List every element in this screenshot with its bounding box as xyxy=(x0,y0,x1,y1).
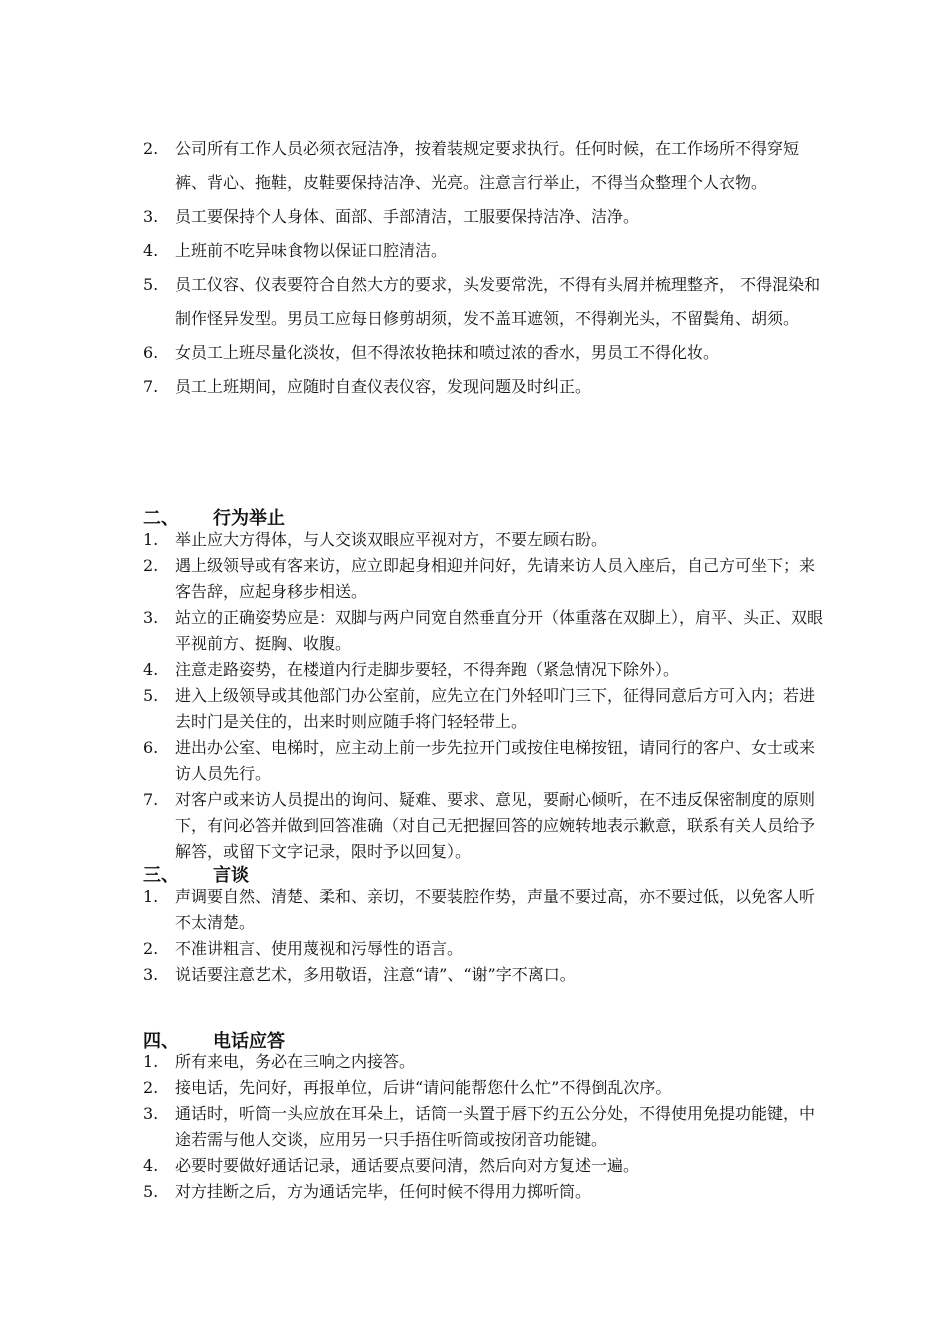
item-number: 4. xyxy=(143,1156,159,1175)
item-text: 站立的正确姿势应是：双脚与两户同宽自然垂直分开（体重落在双脚上），肩平、头正、双眼平视前方、挺胸、收腹。 xyxy=(175,608,824,653)
item-text: 举止应大方得体，与人交谈双眼应平视对方，不要左顾右盼。 xyxy=(175,530,608,549)
item-text: 接电话，先问好，再报单位，后讲“请问能帮您什么忙”不得倒乱次序。 xyxy=(175,1078,672,1097)
section-number: 二、 xyxy=(143,508,179,529)
list-item xyxy=(143,787,823,865)
list-item xyxy=(143,962,823,988)
item-number: 1. xyxy=(143,530,159,549)
list-item xyxy=(143,735,823,787)
item-number: 2. xyxy=(143,139,159,158)
item-number: 3. xyxy=(143,608,159,627)
item-text: 必要时要做好通话记录，通话要点要问清，然后向对方复述一遍。 xyxy=(175,1156,640,1175)
item-text: 遇上级领导或有客来访，应立即起身相迎并问好，先请来访人员入座后，自己方可坐下；来客告辞，应起身移步相送。 xyxy=(175,556,816,601)
item-number: 3. xyxy=(143,207,159,226)
section-title: 言谈 xyxy=(213,865,249,886)
item-number: 7. xyxy=(143,790,159,809)
item-number: 2. xyxy=(143,939,159,958)
item-text: 不准讲粗言、使用蔑视和污辱性的语言。 xyxy=(175,939,464,958)
item-number: 5. xyxy=(143,686,159,705)
item-text: 进入上级领导或其他部门办公室前，应先立在门外轻叩门三下，征得同意后方可入内；若进去时门是关住的，出来时则应随手将门轻轻带上。 xyxy=(175,686,816,731)
list-item xyxy=(143,683,823,735)
item-number: 5. xyxy=(143,1182,159,1201)
item-number: 3. xyxy=(143,965,159,984)
list-item xyxy=(143,234,823,268)
item-number: 1. xyxy=(143,1052,159,1071)
item-number: 7. xyxy=(143,377,159,396)
item-number: 4. xyxy=(143,660,159,679)
list-item xyxy=(143,1153,823,1179)
list-item xyxy=(143,1049,823,1075)
section-number: 三、 xyxy=(143,865,179,886)
speech-list xyxy=(143,884,823,988)
list-item xyxy=(143,553,823,605)
item-number: 2. xyxy=(143,556,159,575)
section-number: 四、 xyxy=(143,1031,179,1052)
item-text: 声调要自然、清楚、柔和、亲切，不要装腔作势，声量不要过高，亦不要过低，以免客人听不太清楚。 xyxy=(175,887,816,932)
item-text: 公司所有工作人员必须衣冠洁净，按着装规定要求执行。任何时候，在工作场所不得穿短裤、背心、拖鞋，皮鞋要保持洁净、光亮。注意言行举止，不得当众整理个人衣物。 xyxy=(175,139,800,192)
list-item xyxy=(143,132,823,200)
item-text: 说话要注意艺术，多用敬语，注意“请”、“谢”字不离口。 xyxy=(175,965,576,984)
item-text: 通话时，听筒一头应放在耳朵上，话筒一头置于唇下约五公分处，不得使用免提功能键，中途若需与他人交谈，应用另一只手捂住听筒或按闭音功能键。 xyxy=(175,1104,816,1149)
list-item xyxy=(143,605,823,657)
list-item xyxy=(143,370,823,404)
list-item xyxy=(143,200,823,234)
item-text: 进出办公室、电梯时，应主动上前一步先拉开门或按住电梯按钮，请同行的客户、女士或来访人员先行。 xyxy=(175,738,816,783)
section-title: 电话应答 xyxy=(213,1031,285,1052)
list-item xyxy=(143,336,823,370)
item-number: 2. xyxy=(143,1078,159,1097)
item-number: 6. xyxy=(143,738,159,757)
list-item xyxy=(143,657,823,683)
list-item xyxy=(143,527,823,553)
item-text: 对客户或来访人员提出的询问、疑难、要求、意见，要耐心倾听，在不违反保密制度的原则下，有问必答并做到回答准确（对自己无把握回答的应婉转地表示歉意，联系有关人员给予解答，或留下文字记录，限时予以回复）。 xyxy=(175,790,816,861)
conduct-list xyxy=(143,527,823,865)
item-text: 对方挂断之后，方为通话完毕，任何时候不得用力掷听筒。 xyxy=(175,1182,592,1201)
section-title: 行为举止 xyxy=(213,508,285,529)
item-number: 3. xyxy=(143,1104,159,1123)
item-text: 员工仪容、仪表要符合自然大方的要求，头发要常洗，不得有头屑并梳理整齐， 不得混染和制作怪异发型。男员工应每日修剪胡须，发不盖耳遮领，不得剃光头，不留鬓角、胡须。 xyxy=(175,275,821,328)
item-number: 1. xyxy=(143,887,159,906)
list-item xyxy=(143,1101,823,1153)
list-item xyxy=(143,1179,823,1205)
item-text: 女员工上班尽量化淡妆，但不得浓妆艳抹和喷过浓的香水，男员工不得化妆。 xyxy=(175,343,720,362)
list-item xyxy=(143,884,823,936)
phone-list xyxy=(143,1049,823,1205)
list-item xyxy=(143,936,823,962)
item-number: 4. xyxy=(143,241,159,260)
intro-list xyxy=(143,132,823,404)
item-text: 员工上班期间，应随时自查仪表仪容，发现问题及时纠正。 xyxy=(175,377,592,396)
item-text: 注意走路姿势，在楼道内行走脚步要轻，不得奔跑（紧急情况下除外）。 xyxy=(175,660,680,679)
list-item xyxy=(143,1075,823,1101)
list-item xyxy=(143,268,823,336)
item-text: 上班前不吃异味食物以保证口腔清洁。 xyxy=(175,241,448,260)
item-number: 6. xyxy=(143,343,159,362)
item-number: 5. xyxy=(143,275,159,294)
item-text: 所有来电，务必在三响之内接答。 xyxy=(175,1052,416,1071)
item-text: 员工要保持个人身体、面部、手部清洁，工服要保持洁净、洁净。 xyxy=(175,207,640,226)
